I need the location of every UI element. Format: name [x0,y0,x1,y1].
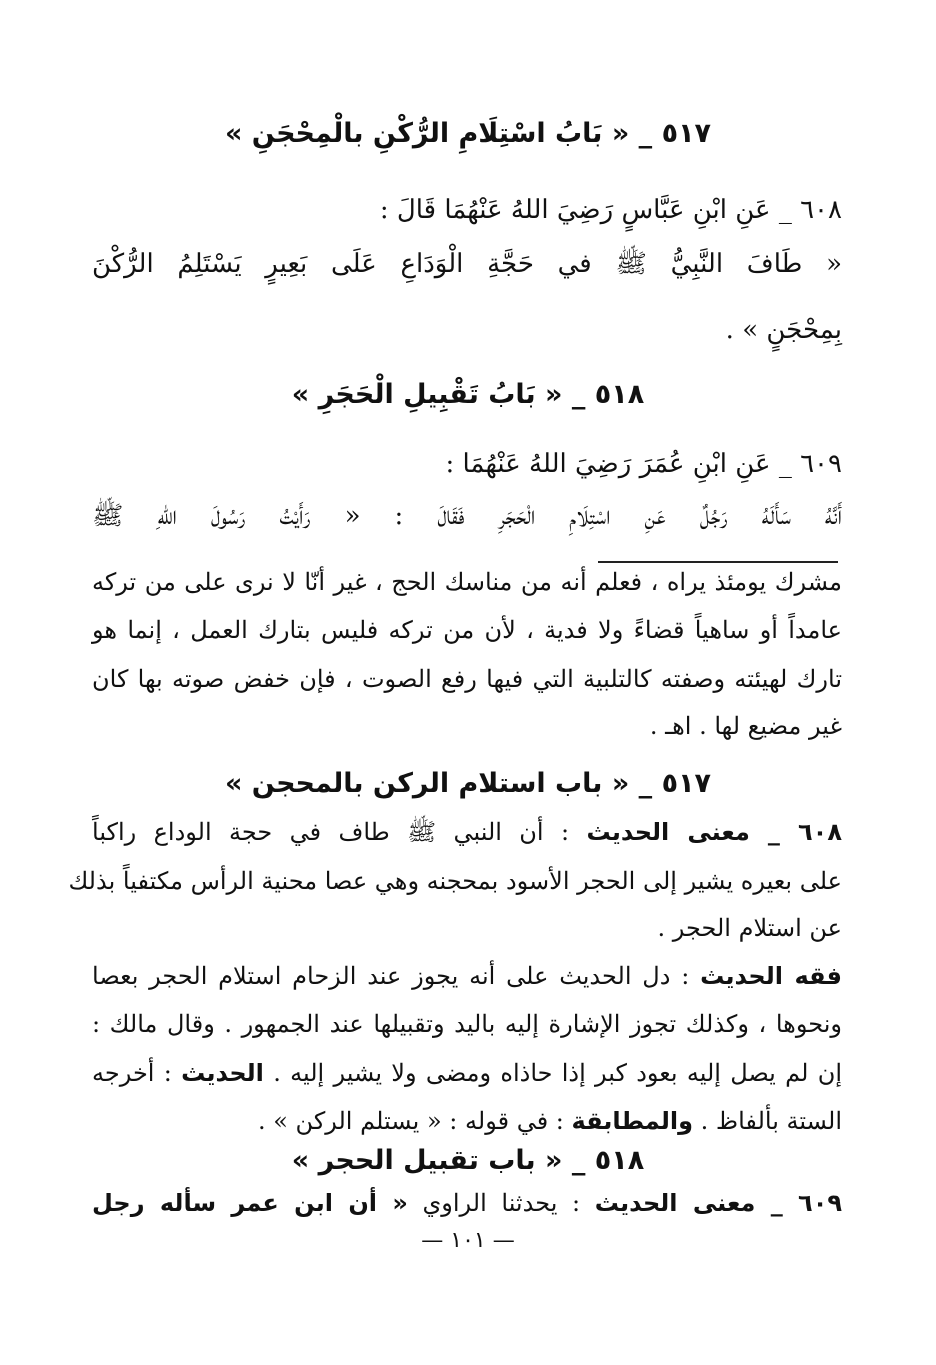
hadith-608-text-line2: بِمِحْجَنٍ » . [725,315,842,345]
fiqh-line3 [92,1053,842,1093]
hadith-takhrij-label: الحديث [181,1059,264,1087]
fiqh-text: : أخرجه [92,1059,172,1087]
fiqh-line2: ونحوها ، وكذلك تجوز الإشارة إليه باليد وتقبيلها عند الجمهور . وقال مالك : [92,1010,843,1038]
commentary-609-label: ٦٠٩ _ معنى الحديث [594,1189,842,1217]
fiqh-text: إن لم يصل إليه بعود كبر إذا حاذاه ومضى ولا يشير إليه . [273,1059,842,1087]
footnote-line: غير مضيع لها . اهـ . [649,712,842,740]
mutabaqa-label: والمطابقة [571,1107,694,1135]
commentary-609-text: : يحدثنا الراوي [422,1189,581,1217]
commentary-heading-518: ٥١٨ _ « باب تقبيل الحجر » [291,1145,645,1176]
page-number: — ١٠١ — [421,1228,515,1253]
fiqh-line4 [258,1101,842,1141]
hadith-608-intro: ٦٠٨ _ عَنِ ابْنِ عَبَّاسٍ رَضِيَ اللهُ عَنْهُمَا قَالَ : [379,195,842,225]
fiqh-text: : في قوله : « يستلم الركن » . [257,1107,564,1135]
hadith-609-intro: ٦٠٩ _ عَنِ ابْنِ عُمَرَ رَضِيَ اللهُ عَنْهُمَا : [445,449,842,479]
fiqh-label: فقه الحديث [700,962,842,990]
commentary-608-line3: عن استلام الحجر . [657,914,842,942]
commentary-608-line2: على بعيره يشير إلى الحجر الأسود بمحجنه وهي عصا محنية الرأس مكتفياً بذلك [68,867,842,895]
footnote-line: عامداً أو ساهياً قضاءً ولا فدية ، لأن من تركه فليس بتارك العمل ، إنما هو [92,616,842,644]
commentary-608-text: : أن النبي ﷺ طاف في حجة الوداع راكباً [92,818,570,846]
hadith-609-text-line1: أَنَّهُ سَأَلَهُ رَجُلٌ عَنِ اسْتِلَامِ الْحَجَرِ فَقَالَ : « رَأَيْتُ رَسُولَ اللهِ ﷺ [92,501,842,531]
commentary-heading-517: ٥١٧ _ « باب استلام الركن بالمحجن » [224,768,712,799]
footnote-line: تارك لهيئته وصفته كالتلبية التي فيها رفع الصوت ، فإن خفض صوته بها كان [92,665,842,693]
fiqh-text: : دل الحديث على أنه يجوز عند الزحام استلام الحجر بعصا [92,962,690,990]
commentary-609-quote: « أن ابن عمر سأله رجل [92,1189,408,1217]
fiqh-text: الستة بألفاظ . [700,1107,842,1135]
fiqh-line1 [92,956,842,996]
commentary-609-line1 [92,1183,842,1223]
footnote-line: مشرك يومئذ يراه ، فعلم أنه من مناسك الحج ، غير أنّا لا نرى على من تركه [92,568,842,596]
commentary-608-label: ٦٠٨ _ معنى الحديث [586,818,842,846]
chapter-heading-518: ٥١٨ _ « بَابُ تَقْبِيلِ الْحَجَرِ » [291,379,645,410]
commentary-608-line1 [92,812,842,852]
chapter-heading-517: ٥١٧ _ « بَابُ اسْتِلَامِ الرُّكْنِ بالْمِحْجَنِ » [224,118,712,149]
hadith-608-text-line1: « طَافَ النَّبِيُّ ﷺ في حَجَّةِ الْوَدَاعِ عَلَى بَعِيرٍ يَسْتَلِمُ الرُّكْنَ [92,249,842,279]
